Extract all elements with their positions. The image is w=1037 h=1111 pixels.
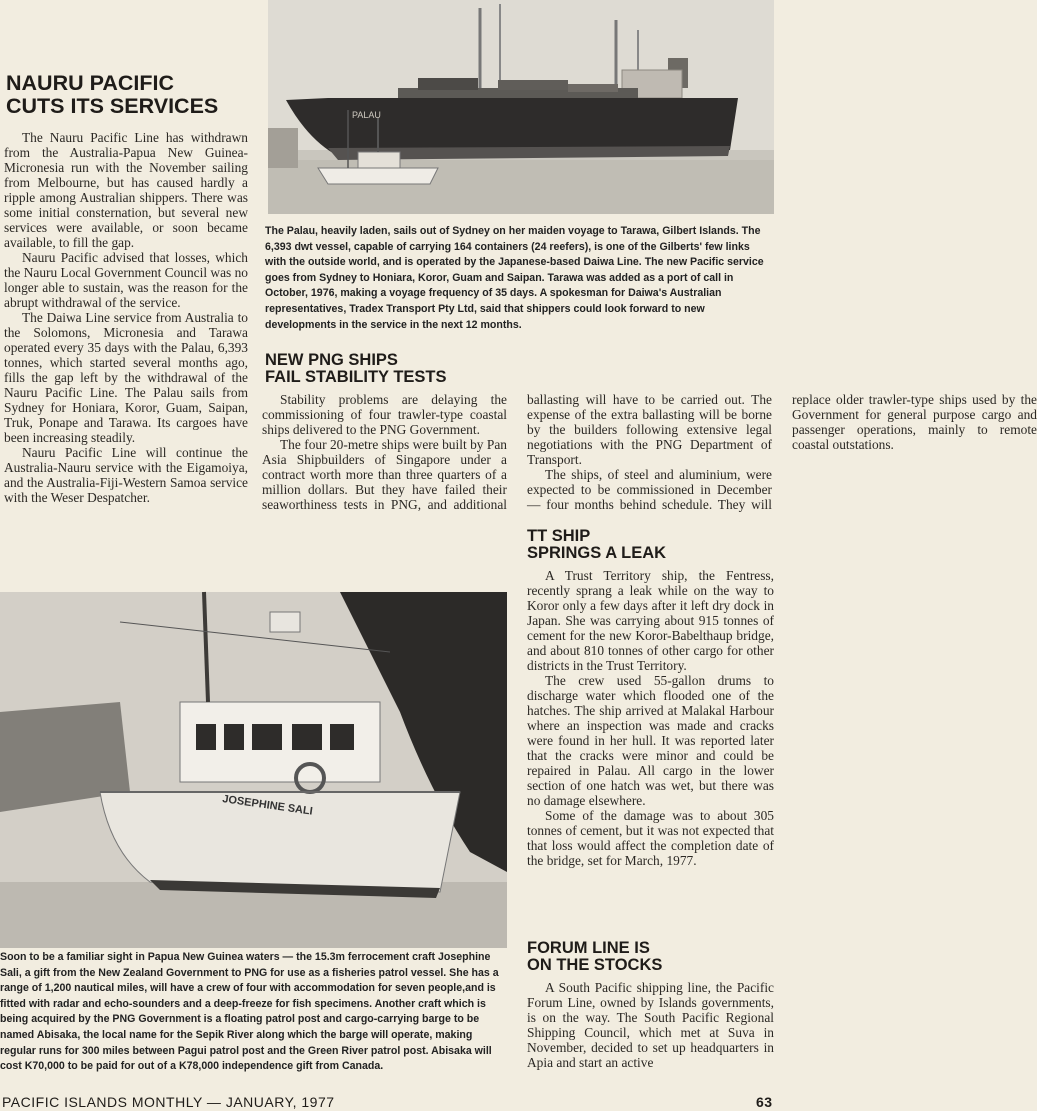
tt-paragraph: The crew used 55-gallon drums to discharge water which flooded one of the hatches. The ship arrived at Malakal Harbour where an inspection was made and cracks were found in her hull. It was reported later that the cracks were minor and could be repaired in Palau. All cargo in the lower section of one hatch was wet, but there was no damage elsewhere. [527, 673, 774, 808]
tt-paragraph: A Trust Territory ship, the Fentress, recently sprang a leak while on the way to Koror only a few days after it left dry dock in Japan. She was carrying about 915 tonnes of cement for the new Koror-Babelthaup bridge, and about 810 tonnes of other cargo for other districts in the Trust Territory. [527, 568, 774, 673]
tt-paragraph: Some of the damage was to about 305 tonnes of cement, but it was not expected that that loss would affect the completion date of the bridge, set for March, 1977. [527, 808, 774, 868]
png-paragraph: Stability problems are delaying the commissioning of four trawler-type coastal ships delivered to the PNG Government. [262, 392, 507, 437]
tt-article-body [527, 568, 774, 868]
palau-caption: The Palau, heavily laden, sails out of Sydney on her maiden voyage to Tarawa, Gilbert Islands. The 6,393 dwt vessel, capable of carrying 164 containers (24 reefers), is one of the Gilberts' few links with the outside world, and is operated by the Japanese-based Daiwa Line. The new Pacific service goes from Sydney to Honiara, Koror, Guam and Saipan. Tarawa was added as a port of call in October, 1976, making a voyage frequency of 35 days. A spokesman for Daiwa's Australian representatives, Tradex Transport Pty Ltd, said that shippers could look forward to new developments in the service in the next 12 months. [265, 225, 764, 331]
forum-article-body [527, 980, 774, 1070]
nauru-paragraph: Nauru Pacific advised that losses, which the Nauru Local Government Council was no longer able to sustain, was the reason for the abrupt withdrawal of the service. [4, 250, 248, 310]
page-number: 63 [756, 1094, 773, 1110]
palau-ship-illustration [268, 0, 774, 214]
nauru-paragraph: The Nauru Pacific Line has withdrawn from the Australia-Papua New Guinea-Micronesia run with the November sailing from Melbourne, but has caused hardly a ripple among Australian shippers. There was some initial consternation, but several new services were available, or soon became available, to fill the gap. [4, 130, 248, 250]
tt-headline: TT SHIP SPRINGS A LEAK [527, 527, 667, 563]
nauru-paragraph: The Daiwa Line service from Australia to the Solomons, Micronesia and Tarawa operated every 35 days with the Palau, 6,393 tonnes, which started several months ago, fills the gap left by the withdrawal of the Nauru Pacific Line. The Palau sails from Sydney for Honiara, Koror, Guam, Saipan, Truk, Ponape and Tarawa. Its cargoes have been increasing steadily. [4, 310, 248, 445]
nauru-headline: NAURU PACIFIC CUTS ITS SERVICES [6, 71, 219, 118]
png-paragraph: The four 20-metre ships were built by Pan Asia Shipbuilders of Singapore under a contract worth more than three quarters of a million dollars. But they have failed their seaworthiness tests in PNG, and additional ballasting will have to be carried out. The expense of the extra ballasting will be borne by the builders following extensive legal negotiations with the PNG Department of Transport. [262, 392, 772, 512]
nauru-article-body [4, 130, 248, 505]
josephine-sali-illustration [0, 592, 507, 948]
png-paragraph: The ships, of steel and aluminium, were expected to be commissioned in December — four months behind schedule. They will replace older trawler-type ships used by the Government for general purpose cargo and passenger operations, mainly to remote coastal outstations. [527, 392, 1037, 512]
palau-photo [268, 0, 774, 214]
josephine-hull-name: JOSEPHINE SALI [221, 793, 314, 818]
png-article-body [262, 392, 1037, 516]
nauru-paragraph: Nauru Pacific Line will continue the Australia-Nauru service with the Eigamoiya, and the Australia-Fiji-Western Samoa service with the Weser Despatcher. [4, 445, 248, 505]
png-headline: NEW PNG SHIPS FAIL STABILITY TESTS [265, 351, 447, 387]
palau-hull-name: PALAU [352, 110, 381, 120]
josephine-sali-photo [0, 592, 507, 948]
forum-headline: FORUM LINE IS ON THE STOCKS [527, 939, 663, 975]
forum-paragraph: A South Pacific shipping line, the Pacific Forum Line, owned by Islands governments, is on the way. The South Pacific Regional Shipping Council, which met at Suva in November, decided to set up headquarters in Apia and start an active [527, 980, 774, 1070]
publication-footer: PACIFIC ISLANDS MONTHLY — JANUARY, 1977 [2, 1094, 335, 1110]
josephine-caption: Soon to be a familiar sight in Papua New Guinea waters — the 15.3m ferrocement craft Josephine Sali, a gift from the New Zealand Government to PNG for use as a fisheries patrol vessel. She has a range of 1,200 nautical miles, will have a crew of four with accommodation for seven people,and is fitted with radar and echo-sounders and a deep-freeze for fish specimens. Another craft which is being acquired by the PNG Government is a floating patrol post and cargo-carrying barge to be named Abisaka, the local name for the Sepik River along which the barge will operate, making regular runs for 300 miles between Pagui patrol post and the Green River patrol post. Abisaka will cost K70,000 to be paid for out of a K78,000 independence gift from Canada. [0, 951, 499, 1073]
